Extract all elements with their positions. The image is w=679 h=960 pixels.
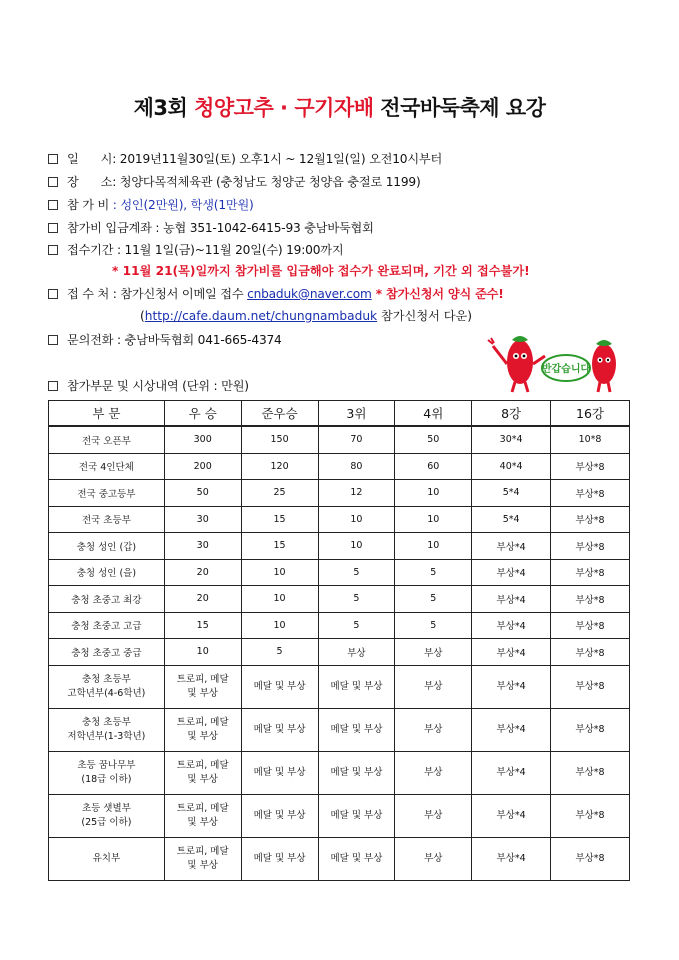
column-header: 8강 — [472, 401, 551, 427]
division-cell: 충청 초중고 고급 — [49, 612, 165, 639]
prize-cell: 메달 및 부상 — [241, 665, 318, 708]
prize-cell: 부상*4 — [472, 708, 551, 751]
prize-cell: 트로피, 메달 및 부상 — [164, 794, 241, 837]
pepper-mascot-icon — [482, 322, 630, 394]
info-period: 접수기간 : 11월 1일(금)~11월 20일(수) 19:00까지 — [48, 241, 343, 258]
checkbox-icon — [48, 381, 58, 391]
table-row — [49, 533, 630, 560]
prize-cell: 부상*8 — [551, 751, 630, 794]
prize-cell: 부상*4 — [472, 794, 551, 837]
cafe-link[interactable]: http://cafe.daum.net/chungnambaduk — [144, 309, 378, 323]
prize-cell: 부상 — [395, 837, 472, 880]
prize-cell: 5 — [395, 586, 472, 613]
prize-cell: 60 — [395, 453, 472, 480]
prize-cell: 200 — [164, 453, 241, 480]
prize-cell: 부상*4 — [472, 639, 551, 666]
prize-cell: 12 — [318, 480, 395, 507]
division-cell: 유치부 — [49, 837, 165, 880]
prize-cell: 50 — [395, 426, 472, 453]
division-cell: 충청 초등부 고학년부(4-6학년) — [49, 665, 165, 708]
division-cell: 전국 4인단체 — [49, 453, 165, 480]
prize-cell: 메달 및 부상 — [241, 708, 318, 751]
prize-cell: 부상*4 — [472, 559, 551, 586]
prize-cell: 트로피, 메달 및 부상 — [164, 708, 241, 751]
prize-cell: 10 — [395, 480, 472, 507]
prize-cell: 20 — [164, 586, 241, 613]
column-header: 부 문 — [49, 401, 165, 427]
prize-cell: 부상*4 — [472, 837, 551, 880]
info-url: (http://cafe.daum.net/chungnambaduk 참가신청서 다운) — [140, 309, 473, 323]
info-account: 참가비 입금계좌 : 농협 351-1042-6415-93 충남바둑협회 — [48, 219, 374, 236]
prize-table — [48, 400, 630, 881]
prize-cell: 10 — [241, 586, 318, 613]
checkbox-icon — [48, 223, 58, 233]
email-link[interactable]: cnbaduk@naver.com — [247, 287, 372, 301]
prize-cell: 10 — [241, 559, 318, 586]
prize-cell: 40*4 — [472, 453, 551, 480]
prize-cell: 20 — [164, 559, 241, 586]
prize-cell: 부상 — [395, 708, 472, 751]
page-title: 제3회 청양고추 · 구기자배 전국바둑축제 요강 — [133, 96, 546, 120]
checkbox-icon — [48, 245, 58, 255]
prize-cell: 부상*8 — [551, 639, 630, 666]
prize-cell: 5 — [318, 612, 395, 639]
column-header: 우 승 — [164, 401, 241, 427]
prize-cell: 트로피, 메달 및 부상 — [164, 665, 241, 708]
prize-cell: 70 — [318, 426, 395, 453]
prize-cell: 부상*4 — [472, 586, 551, 613]
prize-cell: 5 — [395, 559, 472, 586]
prize-cell: 부상*8 — [551, 612, 630, 639]
prize-cell: 부상*8 — [551, 665, 630, 708]
prize-cell: 5 — [241, 639, 318, 666]
info-phone: 문의전화 : 충남바둑협회 041-665-4374 — [48, 331, 282, 348]
prize-cell: 부상*8 — [551, 559, 630, 586]
division-cell: 충청 초등부 저학년부(1-3학년) — [49, 708, 165, 751]
column-header: 4위 — [395, 401, 472, 427]
prize-cell: 부상*8 — [551, 586, 630, 613]
division-cell: 충청 성인 (갑) — [49, 533, 165, 560]
prize-cell: 메달 및 부상 — [318, 751, 395, 794]
prize-cell: 50 — [164, 480, 241, 507]
info-fee: 참 가 비 : 성인(2만원), 학생(1만원) — [48, 196, 254, 213]
division-cell: 전국 중고등부 — [49, 480, 165, 507]
column-header: 3위 — [318, 401, 395, 427]
prize-cell: 300 — [164, 426, 241, 453]
prize-cell: 5*4 — [472, 506, 551, 533]
prize-cell: 10 — [395, 533, 472, 560]
deadline-notice: * 11월 21(목)일까지 참가비를 입금해야 접수가 완료되며, 기간 외 접수불가! — [112, 264, 530, 278]
prize-cell: 부상*8 — [551, 708, 630, 751]
table-row — [49, 612, 630, 639]
prize-cell: 부상*8 — [551, 480, 630, 507]
prize-cell: 메달 및 부상 — [318, 794, 395, 837]
prize-cell: 부상 — [318, 639, 395, 666]
division-cell: 초등 꿈나무부 (18급 이하) — [49, 751, 165, 794]
prize-cell: 10 — [395, 506, 472, 533]
prize-cell: 부상 — [395, 751, 472, 794]
table-row — [49, 506, 630, 533]
prize-cell: 메달 및 부상 — [241, 794, 318, 837]
table-row — [49, 794, 630, 837]
prize-cell: 30*4 — [472, 426, 551, 453]
table-row — [49, 453, 630, 480]
column-header: 준우승 — [241, 401, 318, 427]
prize-cell: 메달 및 부상 — [318, 665, 395, 708]
column-header: 16강 — [551, 401, 630, 427]
prize-cell: 15 — [164, 612, 241, 639]
prize-cell: 25 — [241, 480, 318, 507]
table-row — [49, 837, 630, 880]
prize-cell: 트로피, 메달 및 부상 — [164, 837, 241, 880]
prize-cell: 부상*8 — [551, 506, 630, 533]
prize-cell: 5 — [318, 586, 395, 613]
prize-cell: 10*8 — [551, 426, 630, 453]
info-place: 장 소: 청양다목적체육관 (충청남도 청양군 청양읍 충절로 1199) — [48, 173, 421, 190]
division-cell: 충청 초중고 최강 — [49, 586, 165, 613]
prize-cell: 부상*4 — [472, 533, 551, 560]
prize-cell: 부상*8 — [551, 533, 630, 560]
prize-cell: 트로피, 메달 및 부상 — [164, 751, 241, 794]
prize-cell: 120 — [241, 453, 318, 480]
mascot-text: 반갑습니다 — [541, 364, 591, 375]
prize-cell: 10 — [318, 533, 395, 560]
prize-cell: 메달 및 부상 — [241, 837, 318, 880]
checkbox-icon — [48, 200, 58, 210]
prize-cell: 부상 — [395, 639, 472, 666]
table-body — [49, 426, 630, 880]
prize-cell: 15 — [241, 506, 318, 533]
prize-cell: 메달 및 부상 — [241, 751, 318, 794]
prize-heading: 참가부문 및 시상내역 (단위 : 만원) — [48, 377, 249, 394]
prize-cell: 80 — [318, 453, 395, 480]
prize-cell: 부상*8 — [551, 837, 630, 880]
prize-cell: 5 — [395, 612, 472, 639]
prize-cell: 메달 및 부상 — [318, 708, 395, 751]
table-header-row — [49, 401, 630, 427]
prize-cell: 30 — [164, 506, 241, 533]
prize-cell: 10 — [318, 506, 395, 533]
division-cell: 초등 샛별부 (25급 이하) — [49, 794, 165, 837]
table-row — [49, 426, 630, 453]
table-row — [49, 665, 630, 708]
table-row — [49, 559, 630, 586]
table-row — [49, 751, 630, 794]
prize-cell: 부상*4 — [472, 612, 551, 639]
prize-cell: 부상*8 — [551, 794, 630, 837]
table-row — [49, 586, 630, 613]
prize-cell: 부상*4 — [472, 751, 551, 794]
division-cell: 전국 초등부 — [49, 506, 165, 533]
table-row — [49, 480, 630, 507]
info-date: 일 시: 2019년11월30일(토) 오후1시 ~ 12월1일(일) 오전10시부터 — [48, 150, 442, 167]
prize-cell: 10 — [241, 612, 318, 639]
checkbox-icon — [48, 289, 58, 299]
checkbox-icon — [48, 335, 58, 345]
checkbox-icon — [48, 154, 58, 164]
prize-cell: 10 — [164, 639, 241, 666]
info-apply: 접 수 처 : 참가신청서 이메일 접수 cnbaduk@naver.com * 참가신청서 양식 준수! — [48, 285, 504, 302]
table-row — [49, 708, 630, 751]
table-row — [49, 639, 630, 666]
prize-cell: 부상*8 — [551, 453, 630, 480]
prize-cell: 5*4 — [472, 480, 551, 507]
prize-cell: 부상 — [395, 794, 472, 837]
checkbox-icon — [48, 177, 58, 187]
division-cell: 충청 초중고 중급 — [49, 639, 165, 666]
prize-cell: 30 — [164, 533, 241, 560]
division-cell: 충청 성인 (을) — [49, 559, 165, 586]
title-highlight: 청양고추 · 구기자배 — [194, 96, 374, 120]
prize-cell: 메달 및 부상 — [318, 837, 395, 880]
prize-cell: 15 — [241, 533, 318, 560]
prize-cell: 부상 — [395, 665, 472, 708]
prize-cell: 5 — [318, 559, 395, 586]
prize-cell: 부상*4 — [472, 665, 551, 708]
division-cell: 전국 오픈부 — [49, 426, 165, 453]
prize-cell: 150 — [241, 426, 318, 453]
